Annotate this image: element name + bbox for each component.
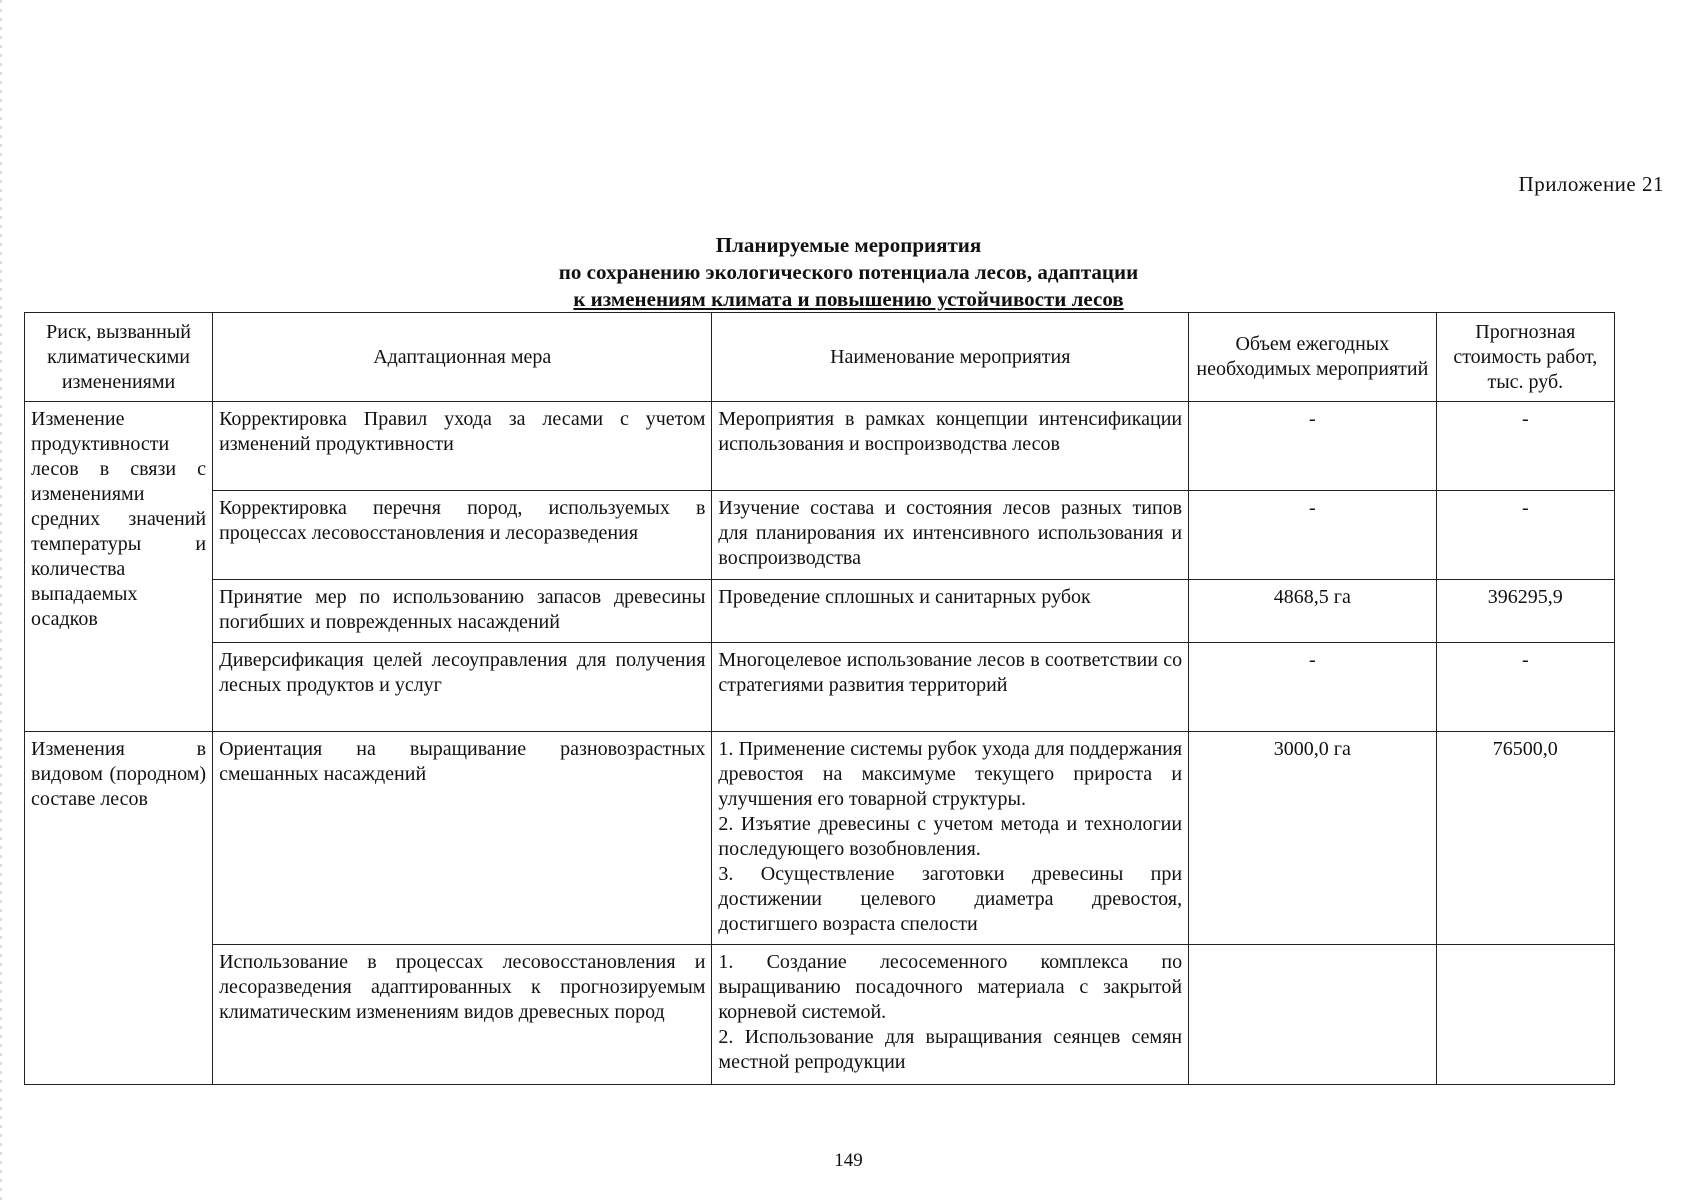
header-measure: Адаптационная мера (213, 313, 712, 402)
activity-cell (712, 402, 1189, 491)
risk-cell: Изменения в видовом (породном) составе лесов (25, 732, 213, 1085)
activities-table (24, 312, 1615, 1085)
activity-cell (712, 945, 1189, 1085)
header-cost: Прогнозная стоимость работ, тыс. руб. (1436, 313, 1614, 402)
volume-cell (1189, 945, 1437, 1085)
cost-cell: - (1436, 402, 1614, 491)
table-row (25, 580, 1615, 643)
activity-item: 1. Создание лесосеменного комплекса по выращиванию посадочного материала с закрытой корневой системой. (718, 951, 1183, 1023)
risk-cell: Изменение продуктивности лесов в связи с изменениями средних значений температуры и количества выпадаемых осадков (25, 402, 213, 732)
page-number: 149 (834, 1150, 863, 1171)
table-row (25, 402, 1615, 491)
cost-cell: - (1436, 491, 1614, 580)
activity-item: Многоцелевое использование лесов в соответствии со стратегиями развития территорий (718, 649, 1183, 696)
header-activity: Наименование мероприятия (712, 313, 1189, 402)
volume-cell: - (1189, 643, 1437, 732)
volume-cell: 4868,5 га (1189, 580, 1437, 643)
cost-cell: 76500,0 (1436, 732, 1614, 945)
measure-cell: Принятие мер по использованию запасов древесины погибших и поврежденных насаждений (213, 580, 712, 643)
title-line-3: к изменениям климата и повышению устойчивости лесов (573, 287, 1124, 311)
document-title (0, 232, 1697, 313)
measure-cell: Корректировка Правил ухода за лесами с учетом изменений продуктивности (213, 402, 712, 491)
table-row (25, 491, 1615, 580)
measure-cell: Использование в процессах лесовосстановления и лесоразведения адаптированных к прогнозируемым климатическим изменениям видов древесных пород (213, 945, 712, 1085)
table-row (25, 732, 1615, 945)
activity-cell (712, 643, 1189, 732)
volume-cell: 3000,0 га (1189, 732, 1437, 945)
table-header-row (25, 313, 1615, 402)
volume-cell: - (1189, 491, 1437, 580)
header-volume: Объем ежегодных необходимых мероприятий (1189, 313, 1437, 402)
cost-cell: 396295,9 (1436, 580, 1614, 643)
cost-cell: - (1436, 643, 1614, 732)
activity-item: 3. Осуществление заготовки древесины при достижении целевого диаметра древостоя, достигшего возраста спелости (718, 863, 1183, 935)
activity-item: 1. Применение системы рубок ухода для поддержания древостоя на максимуме текущего прироста и улучшения его товарной структуры. (718, 738, 1183, 810)
title-line-2: по сохранению экологического потенциала лесов, адаптации (558, 260, 1139, 284)
activity-item: Проведение сплошных и санитарных рубок (718, 586, 1091, 608)
activity-cell (712, 732, 1189, 945)
activity-cell (712, 580, 1189, 643)
table-row (25, 643, 1615, 732)
activity-item: 2. Изъятие древесины с учетом метода и технологии последующего возобновления. (718, 813, 1183, 860)
measure-cell: Ориентация на выращивание разновозрастных смешанных насаждений (213, 732, 712, 945)
cost-cell (1436, 945, 1614, 1085)
scan-edge (0, 0, 2, 1200)
activity-item: 2. Использование для выращивания сеянцев семян местной репродукции (718, 1026, 1183, 1073)
measure-cell: Корректировка перечня пород, используемых в процессах лесовосстановления и лесоразведения (213, 491, 712, 580)
title-line-1: Планируемые мероприятия (715, 233, 982, 257)
table-row (25, 945, 1615, 1085)
volume-cell: - (1189, 402, 1437, 491)
header-risk: Риск, вызванный климатическими изменениями (25, 313, 213, 402)
appendix-label: Приложение 21 (1518, 172, 1664, 196)
activity-item: Мероприятия в рамках концепции интенсификации использования и воспроизводства лесов (718, 408, 1183, 455)
activity-cell (712, 491, 1189, 580)
measure-cell: Диверсификация целей лесоуправления для получения лесных продуктов и услуг (213, 643, 712, 732)
activity-item: Изучение состава и состояния лесов разных типов для планирования их интенсивного использования и воспроизводства (718, 497, 1183, 569)
